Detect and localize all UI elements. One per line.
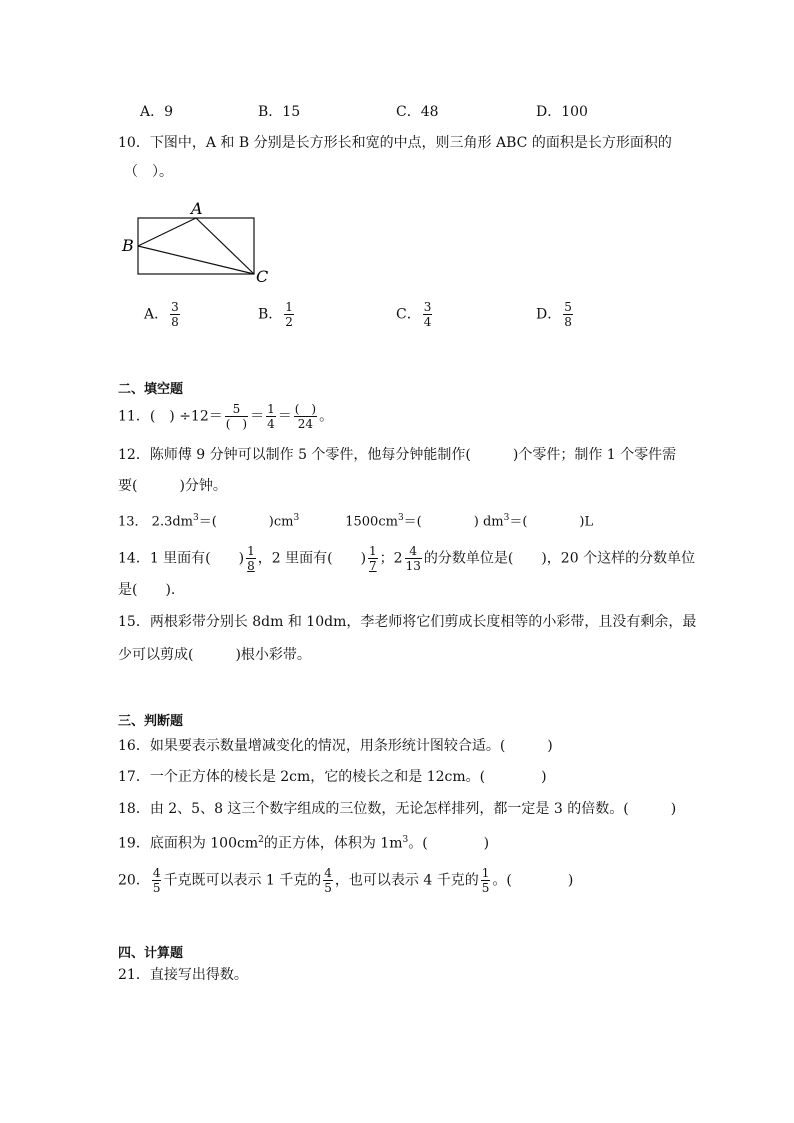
section-fill-in-heading: 二、填空题 (118, 382, 184, 397)
q14-line1: 14．1 里面有( ) $\frac{1}{8}$ ，2 里面有( ) $\frac{1}{7}$ ；2 $\frac{4}{13}$ 的分数单位是( )，20 个这样的分数单位 (118, 544, 696, 573)
q9-option-a: A．9 (140, 104, 174, 120)
q10-stem-line1: 10．下图中，A 和 B 分别是长方形长和宽的中点，则三角形 ABC 的面积是长方形面积的 (118, 135, 672, 151)
q10-stem-line2: （ ）。 (124, 164, 173, 180)
q16: 16．如果要表示数量增减变化的情况，用条形统计图较合适。( ) (118, 738, 553, 754)
segment-ac (196, 218, 254, 274)
section-judgement-heading: 三、判断题 (118, 714, 184, 729)
q13: 13． $2.3dm^3=$( )$cm^3$ $1500cm^3=$( ) $dm^3=$( )L (118, 513, 594, 530)
q15-line2: 少可以剪成( )根小彩带。 (118, 647, 311, 663)
q12-line1: 12．陈师傅 9 分钟可以制作 5 个零件，他每分钟能制作( )个零件；制作 1 个零件需 (118, 447, 677, 463)
point-b-label: B (122, 236, 134, 255)
q11: 11．( ) ÷12＝ $\frac{5}{( )}$ ＝ $\frac{1}{4}$ ＝ $\frac{( )}{24}$ 。 (118, 402, 334, 431)
q9-option-d: D．100 (536, 104, 588, 120)
q17: 17．一个正方体的棱长是 2cm，它的棱长之和是 12cm。( ) (118, 769, 547, 785)
segment-ba (138, 218, 196, 246)
segment-bc (138, 246, 254, 274)
q19: 19．底面积为 $100cm^2$的正方体，体积为 $1m^3$。( ) (118, 835, 490, 852)
q10-option-b: B． $\frac{1}{2}$ (258, 300, 293, 329)
q14-line2: 是( ). (118, 582, 176, 598)
q15-line1: 15．两根彩带分别长 8dm 和 10dm，李老师将它们剪成长度相等的小彩带，且没有剩余，最 (118, 614, 697, 630)
q12-line2: 要( )分钟。 (118, 478, 227, 494)
q21: 21．直接写出得数。 (118, 967, 248, 983)
q10-figure (118, 196, 298, 288)
point-c-label: C (256, 267, 269, 286)
q9-option-b: B．15 (258, 104, 301, 120)
q9-option-c: C．48 (396, 104, 439, 120)
q10-option-d: D． $\frac{5}{8}$ (536, 300, 572, 329)
q10-option-a: A． $\frac{3}{8}$ (144, 300, 179, 329)
rectangle (138, 218, 254, 274)
q18: 18．由 2、5、8 这三个数字组成的三位数，无论怎样排列，都一定是 3 的倍数。( ) (118, 801, 677, 817)
q20: 20． $\frac{4}{5}$ 千克既可以表示 1 千克的 $\frac{4}{5}$ ，也可以表示 4 千克的 $\frac{1}{5}$ 。( ) (118, 866, 574, 895)
q10-option-c: C． $\frac{3}{4}$ (396, 300, 432, 329)
section-calculation-heading: 四、计算题 (118, 946, 184, 961)
point-a-label: A (191, 199, 203, 218)
